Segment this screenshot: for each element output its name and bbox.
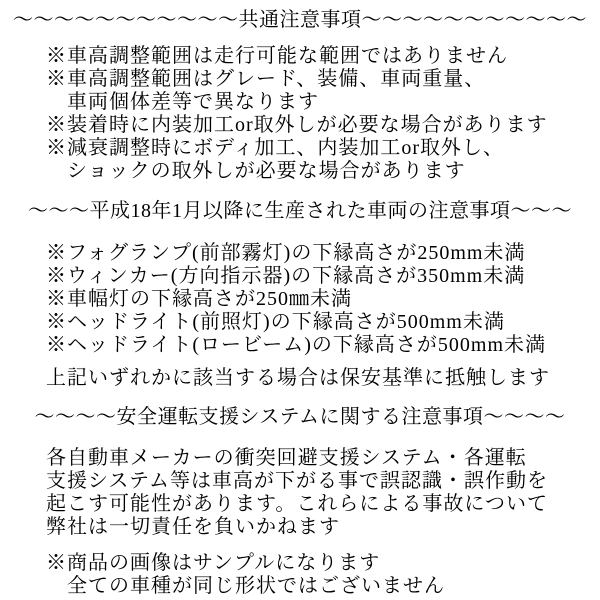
safety-system-line-3: 起こす可能性があります。これらによる事故について <box>46 493 548 515</box>
heisei18-conclusion: 上記いずれかに該当する場合は保安基準に抵触します <box>46 367 550 389</box>
common-note-line-6: ショックの取外しが必要な場合があります <box>46 160 466 182</box>
section-header-common: ～～～～～～～～～～～共通注意事項～～～～～～～～～～～ <box>13 9 587 31</box>
heisei18-note-line-1: ※フォグランプ(前部霧灯)の下縁高さが250mm未満 <box>46 242 526 264</box>
safety-system-line-1: 各自動車メーカーの衝突回避支援システム・各運転 <box>46 447 527 469</box>
spacer <box>0 429 600 447</box>
spacer <box>0 183 600 200</box>
section-header-safety-system: ～～～～安全運転支援システムに関する注意事項～～～～ <box>34 406 566 428</box>
spacer <box>0 357 600 367</box>
spacer <box>0 390 600 406</box>
sample-note-line-2: 全ての車種が同じ形状ではございません <box>46 575 445 597</box>
spacer <box>0 223 600 242</box>
common-note-line-5: ※減衰調整時にボディ加工、内装加工or取外し、 <box>46 137 505 159</box>
common-note-line-4: ※装着時に内装加工or取外しが必要な場合があります <box>46 114 548 136</box>
spacer <box>0 32 600 45</box>
heisei18-note-line-2: ※ウィンカー(方向指示器)の下縁高さが350mm未満 <box>46 265 526 287</box>
section-header-heisei18: ～～～平成18年1月以降に生産された車両の注意事項～～～ <box>28 200 572 222</box>
common-note-line-1: ※車高調整範囲は走行可能な範囲ではありません <box>46 45 508 67</box>
heisei18-note-line-4: ※ヘッドライト(前照灯)の下縁高さが500mm未満 <box>46 311 505 333</box>
safety-system-line-2: 支援システム等は車高が下がる事で誤認識・誤作動を <box>46 470 548 492</box>
sample-note-line-1: ※商品の画像はサンプルになります <box>46 552 381 574</box>
spacer <box>0 539 600 552</box>
common-note-line-3: 車両個体差等で異なります <box>46 91 319 113</box>
common-note-line-2: ※車高調整範囲はグレード、装備、車両重量、 <box>46 68 486 90</box>
heisei18-note-line-3: ※車幅灯の下縁高さが250㎜未満 <box>46 288 352 310</box>
heisei18-note-line-5: ※ヘッドライト(ロービーム)の下縁高さが500mm未満 <box>46 334 547 356</box>
safety-system-line-4: 弊社は一切責任を負いかねます <box>46 516 340 538</box>
